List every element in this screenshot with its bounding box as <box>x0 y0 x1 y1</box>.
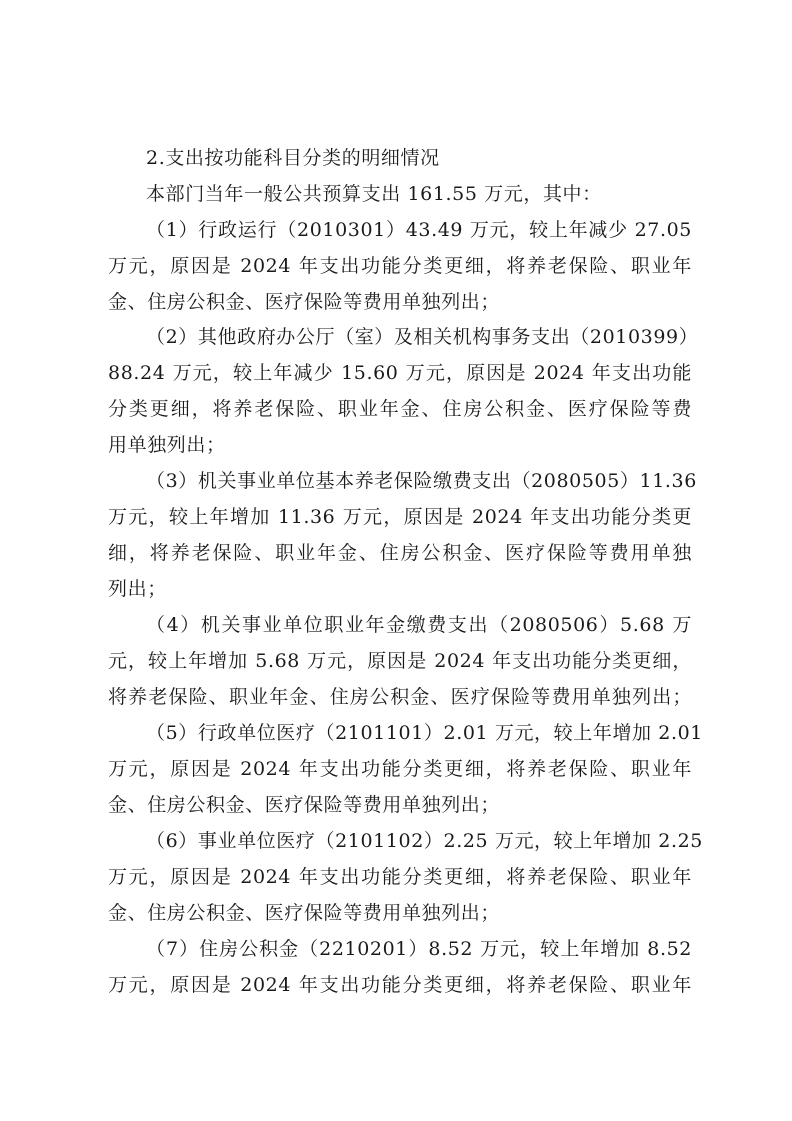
item-4-line-3: 将养老保险、职业年金、住房公积金、医疗保险等费用单独列出； <box>108 686 692 708</box>
item-5-line-2: 万元，原因是 2024 年支出功能分类更细，将养老保险、职业年 <box>108 758 692 780</box>
item-1-line-1: （1）行政运行（2010301）43.49 万元，较上年减少 27.05 <box>146 219 692 241</box>
item-2-line-1: （2）其他政府办公厅（室）及相关机构事务支出（2010399） <box>146 326 699 348</box>
item-5-line-1: （5）行政单位医疗（2101101）2.01 万元，较上年增加 2.01 <box>146 722 703 744</box>
summary-line: 本部门当年一般公共预算支出 161.55 万元，其中： <box>146 183 602 205</box>
item-6-line-1: （6）事业单位医疗（2101102）2.25 万元，较上年增加 2.25 <box>146 830 703 852</box>
item-2-line-4: 用单独列出； <box>108 434 226 456</box>
item-3-line-4: 列出； <box>108 578 167 600</box>
item-3-line-1: （3）机关事业单位基本养老保险缴费支出（2080505）11.36 <box>146 470 697 492</box>
item-7-line-2: 万元，原因是 2024 年支出功能分类更细，将养老保险、职业年 <box>108 974 692 996</box>
item-2-line-3: 分类更细，将养老保险、职业年金、住房公积金、医疗保险等费 <box>108 398 692 420</box>
item-3-line-3: 细，将养老保险、职业年金、住房公积金、医疗保险等费用单独 <box>108 542 692 564</box>
item-4-line-1: （4）机关事业单位职业年金缴费支出（2080506）5.68 万 <box>146 614 692 636</box>
item-3-line-2: 万元，较上年增加 11.36 万元，原因是 2024 年支出功能分类更 <box>108 506 692 528</box>
section-heading: 2.支出按功能科目分类的明细情况 <box>146 147 440 169</box>
item-2-line-2: 88.24 万元，较上年减少 15.60 万元，原因是 2024 年支出功能 <box>108 362 692 384</box>
item-7-line-1: （7）住房公积金（2210201）8.52 万元，较上年增加 8.52 <box>146 938 692 960</box>
item-4-line-2: 元，较上年增加 5.68 万元，原因是 2024 年支出功能分类更细， <box>108 650 692 672</box>
item-1-line-2: 万元，原因是 2024 年支出功能分类更细，将养老保险、职业年 <box>108 255 692 277</box>
item-5-line-3: 金、住房公积金、医疗保险等费用单独列出； <box>108 794 501 816</box>
item-6-line-2: 万元，原因是 2024 年支出功能分类更细，将养老保险、职业年 <box>108 866 692 888</box>
item-6-line-3: 金、住房公积金、医疗保险等费用单独列出； <box>108 902 501 924</box>
item-1-line-3: 金、住房公积金、医疗保险等费用单独列出； <box>108 291 501 313</box>
